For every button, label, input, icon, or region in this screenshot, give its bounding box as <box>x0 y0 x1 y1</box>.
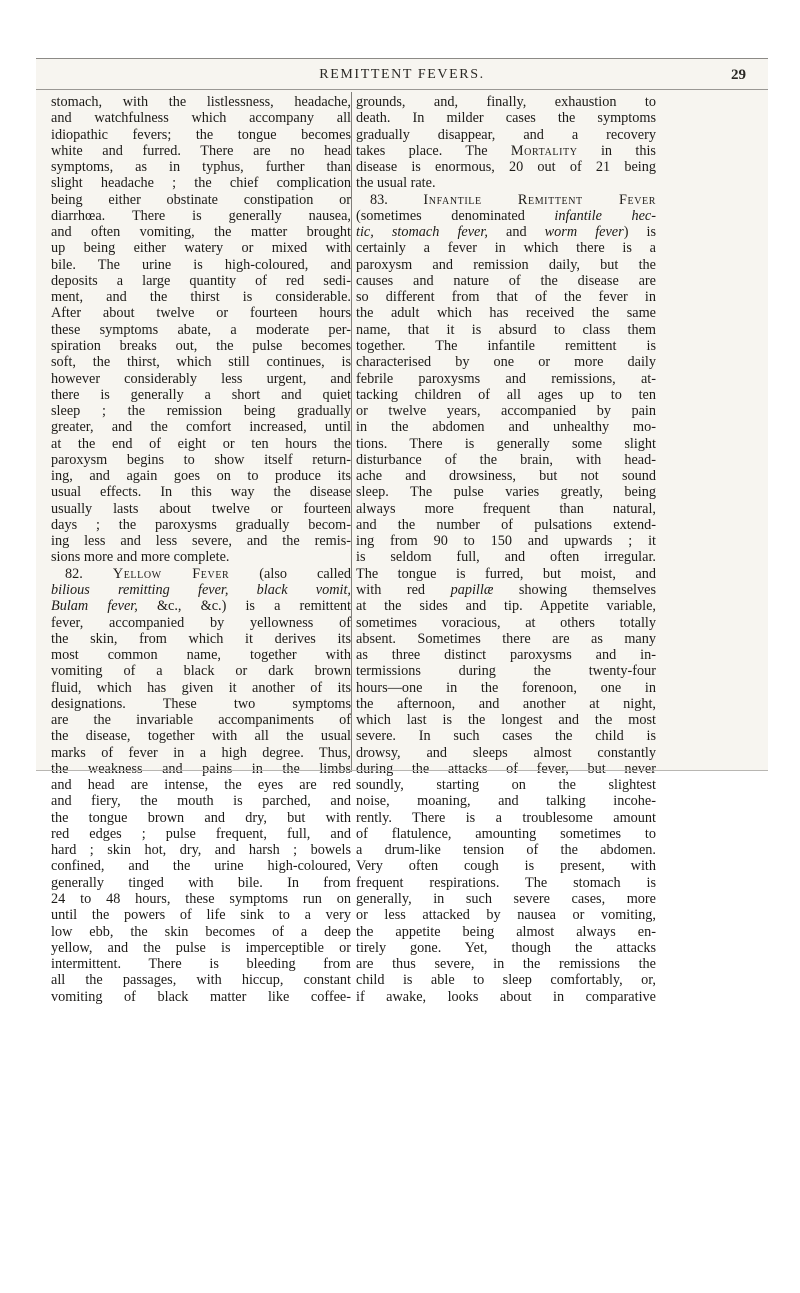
text-line: which last is the longest and the most <box>356 712 656 729</box>
text-line: ing, and again goes on to produce its <box>51 468 351 485</box>
text-line: death. In milder cases the symptoms <box>356 110 656 127</box>
text-line: the appetite being almost always en- <box>356 923 656 940</box>
book-page <box>36 58 768 1005</box>
left-column <box>51 94 351 1005</box>
text-line: spiration breaks out, the pulse becomes <box>51 337 351 354</box>
text-line: if awake, looks about in comparative <box>356 988 656 1005</box>
text-line: stomach, with the listlessness, headache, <box>51 94 351 110</box>
text-line: tic, stomach fever, and worm fever) is <box>356 224 657 241</box>
text-line: 24 to 48 hours, these symptoms run on <box>51 891 351 908</box>
text-line: frequent respirations. The stomach is <box>356 874 656 891</box>
column-divider <box>351 92 352 772</box>
text-line: up being either watery or mixed with <box>51 240 351 257</box>
text-line: of flatulence, amounting sometimes to <box>356 825 656 842</box>
text-line: diarrhœa. There is generally nausea, <box>51 207 351 224</box>
text-line: febrile paroxysms and remissions, at- <box>356 370 656 387</box>
text-line: paroxysm and remission daily, but the <box>356 256 656 273</box>
text-line: and the number of pulsations extend- <box>356 516 656 533</box>
text-line: or less attacked by nausea or vomiting, <box>356 907 656 924</box>
text-line: name, that it is absurd to class them <box>356 321 656 338</box>
text-line: sleep ; the remission being gradually <box>51 403 351 420</box>
text-line: noise, moaning, and talking incohe- <box>356 793 656 810</box>
text-line: gradually disappear, and a recovery <box>356 126 656 143</box>
text-line: After about twelve or fourteen hours <box>51 305 351 322</box>
text-line: usual effects. In this way the disease <box>51 484 351 501</box>
text-line: hard ; skin hot, dry, and harsh ; bowels <box>51 842 351 859</box>
text-line: all the passages, with hiccup, constant <box>51 972 351 989</box>
text-line: these symptoms abate, a moderate per- <box>51 321 351 338</box>
text-line: and head are intense, the eyes are red <box>51 777 351 794</box>
text-line: severe. In such cases the child is <box>356 728 656 745</box>
text-line: the afternoon, and another at night, <box>356 695 656 712</box>
text-line: bile. The urine is high-coloured, and <box>51 256 351 273</box>
text-line: hours—one in the forenoon, one in <box>356 679 656 696</box>
text-line: soundly, starting on the slightest <box>356 777 656 794</box>
text-line: the usual rate. <box>356 175 436 192</box>
text-line: ment, and the thirst is considerable. <box>51 289 351 306</box>
text-line: with red papillæ showing themselves <box>356 581 656 598</box>
text-line: the adult which has received the same <box>356 305 656 322</box>
running-head <box>36 58 768 89</box>
text-line: a drum-like tension of the abdomen. <box>356 842 656 859</box>
text-line: characterised by one or more daily <box>356 354 656 371</box>
text-line: drowsy, and sleeps almost constantly <box>356 744 656 761</box>
text-line: always more frequent than natural, <box>356 500 656 517</box>
text-line: or twelve years, accompanied by pain <box>356 403 656 420</box>
text-line: usually lasts about twelve or fourteen <box>51 500 351 517</box>
text-line: Bulam fever, &c., &c.) is a remittent <box>51 598 351 615</box>
text-line: ing less and less severe, and the remis- <box>51 533 351 550</box>
right-column <box>356 94 656 1005</box>
text-line: soft, the thirst, which still continues, is <box>51 354 351 371</box>
text-line: sions more and more complete. <box>51 549 230 566</box>
text-line: red edges ; pulse frequent, full, and <box>51 825 351 842</box>
text-line: yellow, and the pulse is imperceptible or <box>51 939 351 956</box>
text-line: tacking children of all ages up to ten <box>356 386 656 403</box>
text-line: at the sides and tip. Appetite variable, <box>356 598 656 615</box>
text-line: at the end of eight or ten hours the <box>51 435 351 452</box>
text-line: as three distinct paroxysms and in- <box>356 647 656 664</box>
text-line: in the abdomen and unhealthy mo- <box>356 419 656 436</box>
text-line: white and furred. There are no head <box>51 142 351 159</box>
text-line: and often vomiting, the matter brought <box>51 224 351 241</box>
text-line: generally, in such severe cases, more <box>356 891 656 908</box>
text-line: marks of fever in a high degree. Thus, <box>51 744 351 761</box>
text-line: greater, and the comfort increased, until <box>51 419 351 436</box>
text-line: vomiting of black matter like coffee- <box>51 988 351 1005</box>
text-line: symptoms, as in typhus, further than <box>51 159 351 176</box>
text-line: tions. There is generally some slight <box>356 435 656 452</box>
text-line: termissions during the twenty-four <box>356 663 656 680</box>
text-line: deposits a large quantity of red sedi- <box>51 272 351 289</box>
text-line: paroxysm begins to show itself return- <box>51 451 351 468</box>
text-line: tirely gone. Yet, though the attacks <box>356 939 656 956</box>
running-title: REMITTENT FEVERS. <box>319 67 485 82</box>
text-line: are the invariable accompaniments of <box>51 712 351 729</box>
text-line: there is generally a short and quiet <box>51 386 351 403</box>
text-line: and watchfulness which accompany all <box>51 110 351 127</box>
header-rule <box>36 89 768 90</box>
text-line: The tongue is furred, but moist, and <box>356 565 656 582</box>
text-line: most common name, together with <box>51 647 351 664</box>
text-line: low ebb, the skin becomes of a deep <box>51 923 351 940</box>
text-line: child is able to sleep comfortably, or, <box>356 972 656 989</box>
text-line: designations. These two symptoms <box>51 695 351 712</box>
text-line: fluid, which has given it another of its <box>51 679 351 696</box>
text-line: fever, accompanied by yellowness of <box>51 614 351 631</box>
text-line: (sometimes denominated infantile hec- <box>356 207 656 224</box>
text-line: slight headache ; the chief complication <box>51 175 351 192</box>
text-line: is seldom full, and often irregular. <box>356 549 656 566</box>
text-line: the weakness and pains in the limbs <box>51 760 351 777</box>
text-line: disease is enormous, 20 out of 21 being <box>356 159 656 176</box>
page-number: 29 <box>731 67 746 83</box>
text-line: together. The infantile remittent is <box>356 337 656 354</box>
text-line: ache and drowsiness, but not sound <box>356 468 656 485</box>
text-line: the tongue brown and dry, but with <box>51 809 351 826</box>
text-line: absent. Sometimes there are as many <box>356 630 656 647</box>
text-line: ing from 90 to 150 and upwards ; it <box>356 533 656 550</box>
text-line: grounds, and, finally, exhaustion to <box>356 94 656 110</box>
text-line: and fiery, the mouth is parched, and <box>51 793 351 810</box>
text-line: intermittent. There is bleeding from <box>51 956 351 973</box>
text-line: days ; the paroxysms gradually becom- <box>51 516 351 533</box>
text-line: 82. Yellow Fever (also called <box>65 565 352 582</box>
text-line: certainly a fever in which there is a <box>356 240 656 257</box>
text-line: confined, and the urine high-coloured, <box>51 858 351 875</box>
bottom-rule <box>36 770 768 771</box>
text-line: until the powers of life sink to a very <box>51 907 351 924</box>
text-line: causes and nature of the disease are <box>356 272 656 289</box>
text-line: Very often cough is present, with <box>356 858 656 875</box>
text-line: bilious remitting fever, black vomit, <box>51 581 351 598</box>
text-line: disturbance of the brain, with head- <box>356 451 656 468</box>
text-line: so different from that of the fever in <box>356 289 656 306</box>
text-line: sometimes voracious, at others totally <box>356 614 656 631</box>
text-line: however considerably less urgent, and <box>51 370 351 387</box>
text-line: during the attacks of fever, but never <box>356 760 656 777</box>
text-line: sleep. The pulse varies greatly, being <box>356 484 656 501</box>
text-line: rently. There is a troublesome amount <box>356 809 656 826</box>
text-line: are thus severe, in the remissions the <box>356 956 656 973</box>
text-line: being either obstinate constipation or <box>51 191 351 208</box>
text-line: 83. Infantile Remittent Fever <box>370 191 656 208</box>
text-line: vomiting of a black or dark brown <box>51 663 351 680</box>
text-line: idiopathic fevers; the tongue becomes <box>51 126 351 143</box>
text-line: the disease, together with all the usual <box>51 728 351 745</box>
text-line: generally tinged with bile. In from <box>51 874 351 891</box>
text-line: the skin, from which it derives its <box>51 630 351 647</box>
text-line: takes place. The Mortality in this <box>356 142 656 159</box>
